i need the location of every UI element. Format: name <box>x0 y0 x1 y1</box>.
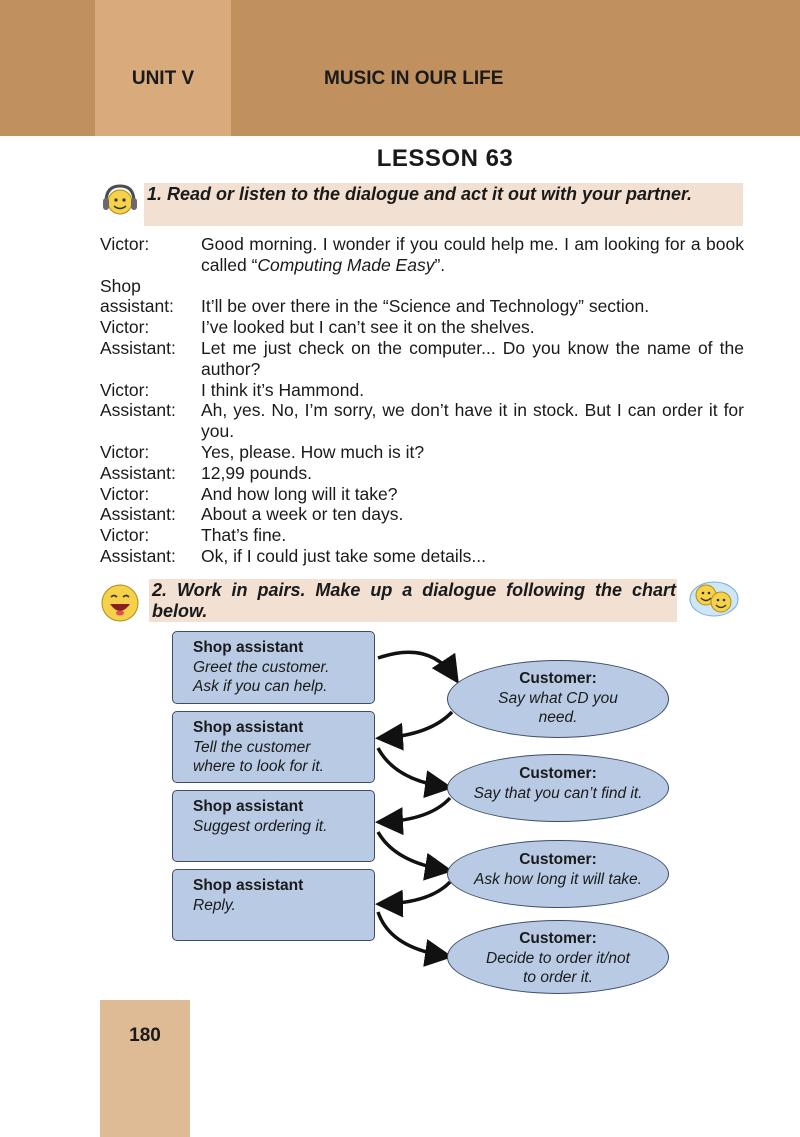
page-number-tab <box>100 1000 190 1137</box>
box-heading: Shop assistant <box>193 798 304 815</box>
dialogue-line: And how long will it take? <box>201 483 398 504</box>
task2-instruction: 2. Work in pairs. Make up a dialogue following the chart below. <box>152 580 676 621</box>
dialogue-line: Ok, if I could just take some details... <box>201 545 486 566</box>
speaker: Victor: <box>100 379 150 400</box>
box-line: where to look for it. <box>193 758 324 775</box>
oval-line: Decide to order it/not <box>486 949 630 967</box>
oval-heading: Customer: <box>519 930 597 947</box>
dialogue-line: Let me just check on the computer... Do you know the name of the author? <box>201 337 744 379</box>
line-text: ”. <box>434 254 446 275</box>
box-line: Reply. <box>193 896 236 914</box>
box-line: Greet the customer. <box>193 658 330 676</box>
shop-assistant-box-1 <box>172 631 375 704</box>
unit-title: MUSIC IN OUR LIFE <box>324 68 504 89</box>
page-number: 180 <box>129 1025 161 1046</box>
speaker: Assistant: <box>100 462 176 483</box>
shop-assistant-box-3 <box>172 790 375 862</box>
unit-label: UNIT V <box>131 68 195 89</box>
oval-heading: Customer: <box>519 765 597 782</box>
speaker: Victor: <box>100 525 150 546</box>
box-heading: Shop assistant <box>193 877 304 894</box>
customer-oval-2 <box>447 754 669 822</box>
box-line: Ask if you can help. <box>193 678 328 695</box>
box-line: Suggest ordering it. <box>193 817 328 835</box>
speaker: Assistant: <box>100 337 176 358</box>
customer-oval-1 <box>447 660 669 738</box>
task1-instruction: 1. Read or listen to the dialogue and act it out with your partner. <box>147 184 693 204</box>
dialogue-line: I think it’s Hammond. <box>201 379 365 400</box>
speaker: Assistant: <box>100 400 176 421</box>
lesson-title: LESSON 63 <box>376 145 514 172</box>
arrow-shop4-to-customer4 <box>378 912 446 956</box>
oval-line: Say what CD you <box>498 689 618 707</box>
speaker: Victor: <box>100 317 150 338</box>
customer-oval-3 <box>447 840 669 908</box>
dialogue-line: That’s fine. <box>201 525 287 546</box>
dialogue-line: Yes, please. How much is it? <box>201 441 425 462</box>
oval-line: Ask how long it will take. <box>474 870 642 888</box>
dialogue-line: It’ll be over there in the “Science and Technology” section. <box>201 296 650 317</box>
dialogue-line: Ah, yes. No, I’m sorry, we don’t have it in stock. But I can order it for you. <box>201 400 744 442</box>
speaker: Assistant: <box>100 504 176 525</box>
arrow-customer1-to-shop2 <box>382 712 452 738</box>
shop-assistant-box-4 <box>172 869 375 941</box>
oval-heading: Customer: <box>519 670 597 687</box>
arrow-shop3-to-customer3 <box>378 832 446 870</box>
arrow-customer3-to-shop4 <box>382 882 450 904</box>
box-heading: Shop assistant <box>193 719 304 736</box>
speaker: Assistant: <box>100 545 176 566</box>
box-heading: Shop assistant <box>193 639 304 656</box>
speaker: assistant: <box>100 296 174 317</box>
dialogue-line: About a week or ten days. <box>201 504 404 525</box>
oval-heading: Customer: <box>519 851 597 868</box>
box-line: Tell the customer <box>193 738 311 756</box>
oval-line: to order it. <box>523 969 593 986</box>
speaker: Shop <box>100 275 141 296</box>
dialogue-line: I’ve looked but I can’t see it on the shelves. <box>201 317 535 338</box>
line-text: Good morning. I wonder if you could help me. I am looking for a book called “ <box>201 234 744 275</box>
dialogue-line: 12,99 pounds. <box>201 462 312 483</box>
speaker: Victor: <box>100 441 150 462</box>
oval-line: Say that you can’t find it. <box>473 784 643 802</box>
oval-line: need. <box>538 709 578 726</box>
arrow-customer2-to-shop3 <box>382 798 450 822</box>
arrow-shop2-to-customer2 <box>378 748 446 787</box>
arrow-shop1-to-customer1 <box>378 652 455 678</box>
speaker: Victor: <box>100 483 150 504</box>
shop-assistant-box-2 <box>172 711 375 783</box>
speaker: Victor: <box>100 234 150 254</box>
book-title: Computing Made Easy <box>257 254 435 275</box>
customer-oval-4 <box>447 920 669 994</box>
